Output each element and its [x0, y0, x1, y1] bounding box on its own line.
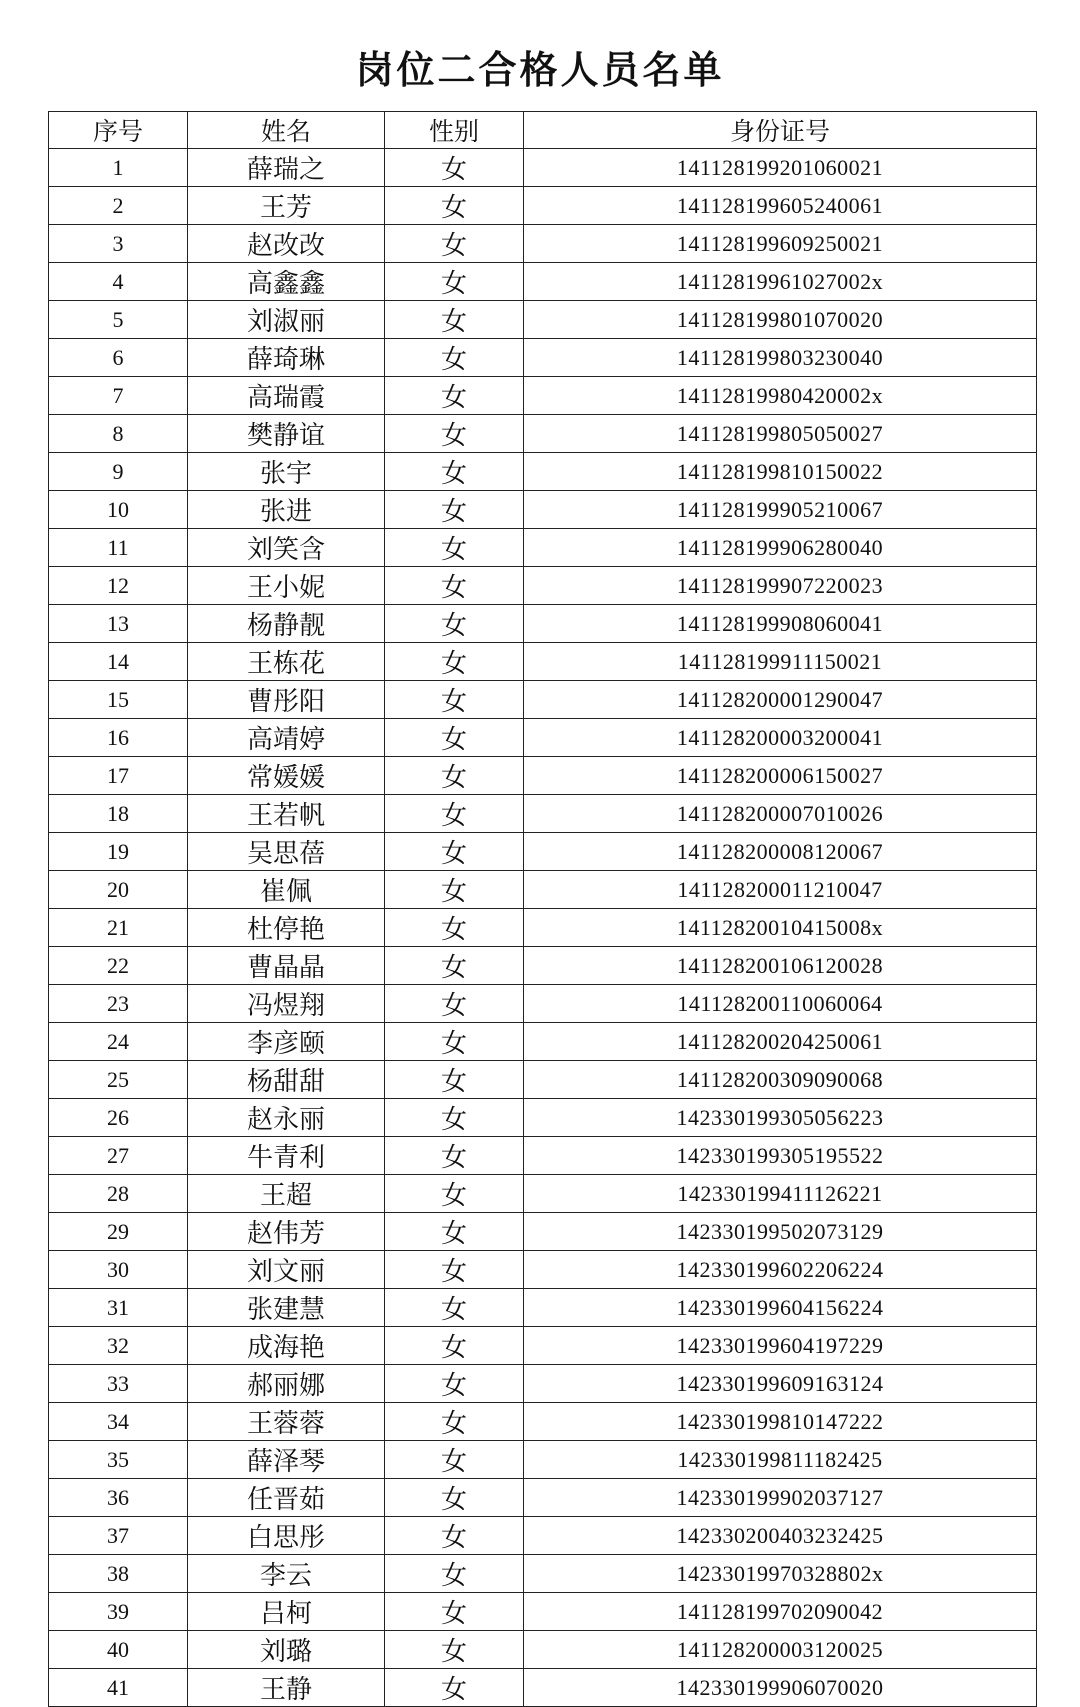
cell-gender: 女 — [385, 871, 524, 909]
cell-name: 王超 — [188, 1175, 385, 1213]
cell-id: 141128199605240061 — [524, 187, 1037, 225]
cell-gender: 女 — [385, 605, 524, 643]
cell-no: 14 — [49, 643, 188, 681]
roster-table — [48, 111, 1037, 1707]
cell-no: 17 — [49, 757, 188, 795]
table-row — [49, 1137, 1037, 1175]
cell-name: 冯煜翔 — [188, 985, 385, 1023]
cell-gender: 女 — [385, 377, 524, 415]
cell-id: 141128200011210047 — [524, 871, 1037, 909]
cell-gender: 女 — [385, 1289, 524, 1327]
table-row — [49, 1365, 1037, 1403]
table-row — [49, 415, 1037, 453]
cell-no: 27 — [49, 1137, 188, 1175]
cell-name: 杨甜甜 — [188, 1061, 385, 1099]
cell-gender: 女 — [385, 719, 524, 757]
table-row — [49, 1099, 1037, 1137]
cell-id: 141128199907220023 — [524, 567, 1037, 605]
roster-body — [49, 149, 1037, 1707]
cell-name: 牛青利 — [188, 1137, 385, 1175]
table-row — [49, 1023, 1037, 1061]
cell-id: 142330199811182425 — [524, 1441, 1037, 1479]
cell-name: 刘笑含 — [188, 529, 385, 567]
cell-gender: 女 — [385, 529, 524, 567]
cell-id: 14112819961027002x — [524, 263, 1037, 301]
table-row — [49, 1479, 1037, 1517]
cell-no: 19 — [49, 833, 188, 871]
table-row — [49, 1061, 1037, 1099]
cell-no: 33 — [49, 1365, 188, 1403]
cell-gender: 女 — [385, 643, 524, 681]
table-row — [49, 643, 1037, 681]
cell-name: 赵永丽 — [188, 1099, 385, 1137]
cell-no: 39 — [49, 1593, 188, 1631]
table-row — [49, 719, 1037, 757]
cell-name: 王栋花 — [188, 643, 385, 681]
cell-gender: 女 — [385, 567, 524, 605]
cell-id: 142330199810147222 — [524, 1403, 1037, 1441]
cell-gender: 女 — [385, 187, 524, 225]
cell-id: 142330199502073129 — [524, 1213, 1037, 1251]
table-row — [49, 985, 1037, 1023]
cell-name: 王芳 — [188, 187, 385, 225]
cell-no: 16 — [49, 719, 188, 757]
cell-name: 李彦颐 — [188, 1023, 385, 1061]
cell-gender: 女 — [385, 1631, 524, 1669]
cell-name: 李云 — [188, 1555, 385, 1593]
table-row — [49, 757, 1037, 795]
cell-name: 赵改改 — [188, 225, 385, 263]
cell-name: 王小妮 — [188, 567, 385, 605]
cell-id: 142330199609163124 — [524, 1365, 1037, 1403]
cell-id: 141128199905210067 — [524, 491, 1037, 529]
cell-id: 141128200007010026 — [524, 795, 1037, 833]
column-header-no: 序号 — [49, 112, 188, 149]
table-row — [49, 1403, 1037, 1441]
cell-no: 6 — [49, 339, 188, 377]
cell-no: 30 — [49, 1251, 188, 1289]
cell-no: 15 — [49, 681, 188, 719]
cell-name: 白思彤 — [188, 1517, 385, 1555]
cell-gender: 女 — [385, 1251, 524, 1289]
cell-no: 40 — [49, 1631, 188, 1669]
table-row — [49, 1327, 1037, 1365]
page-title: 岗位二合格人员名单 — [355, 48, 725, 92]
column-header-id: 身份证号 — [524, 112, 1037, 149]
cell-name: 高靖婷 — [188, 719, 385, 757]
cell-no: 21 — [49, 909, 188, 947]
cell-id: 142330199906070020 — [524, 1669, 1037, 1707]
cell-id: 141128200003120025 — [524, 1631, 1037, 1669]
cell-id: 14112820010415008x — [524, 909, 1037, 947]
cell-id: 141128200006150027 — [524, 757, 1037, 795]
cell-no: 20 — [49, 871, 188, 909]
cell-no: 22 — [49, 947, 188, 985]
cell-id: 142330200403232425 — [524, 1517, 1037, 1555]
cell-gender: 女 — [385, 1137, 524, 1175]
cell-name: 薛泽琴 — [188, 1441, 385, 1479]
cell-no: 11 — [49, 529, 188, 567]
cell-no: 38 — [49, 1555, 188, 1593]
cell-id: 141128199702090042 — [524, 1593, 1037, 1631]
cell-id: 141128199609250021 — [524, 225, 1037, 263]
cell-no: 5 — [49, 301, 188, 339]
cell-gender: 女 — [385, 1479, 524, 1517]
cell-gender: 女 — [385, 1327, 524, 1365]
table-row — [49, 1517, 1037, 1555]
cell-gender: 女 — [385, 225, 524, 263]
cell-id: 141128200204250061 — [524, 1023, 1037, 1061]
table-row — [49, 491, 1037, 529]
table-row — [49, 833, 1037, 871]
table-row — [49, 263, 1037, 301]
cell-id: 142330199411126221 — [524, 1175, 1037, 1213]
cell-name: 张进 — [188, 491, 385, 529]
cell-gender: 女 — [385, 1175, 524, 1213]
cell-gender: 女 — [385, 1023, 524, 1061]
cell-name: 曹晶晶 — [188, 947, 385, 985]
cell-no: 2 — [49, 187, 188, 225]
cell-name: 高鑫鑫 — [188, 263, 385, 301]
cell-name: 杨静靓 — [188, 605, 385, 643]
cell-no: 10 — [49, 491, 188, 529]
cell-gender: 女 — [385, 453, 524, 491]
cell-no: 41 — [49, 1669, 188, 1707]
cell-no: 28 — [49, 1175, 188, 1213]
cell-id: 14233019970328802x — [524, 1555, 1037, 1593]
cell-gender: 女 — [385, 1593, 524, 1631]
cell-gender: 女 — [385, 1213, 524, 1251]
cell-no: 36 — [49, 1479, 188, 1517]
cell-no: 25 — [49, 1061, 188, 1099]
table-row — [49, 605, 1037, 643]
cell-gender: 女 — [385, 909, 524, 947]
cell-name: 樊静谊 — [188, 415, 385, 453]
cell-name: 成海艳 — [188, 1327, 385, 1365]
cell-gender: 女 — [385, 1669, 524, 1707]
table-row — [49, 567, 1037, 605]
cell-name: 王蓉蓉 — [188, 1403, 385, 1441]
cell-name: 吴思蓓 — [188, 833, 385, 871]
table-row — [49, 1631, 1037, 1669]
cell-gender: 女 — [385, 1517, 524, 1555]
cell-no: 13 — [49, 605, 188, 643]
table-header-row — [49, 112, 1037, 149]
cell-gender: 女 — [385, 1403, 524, 1441]
cell-name: 刘璐 — [188, 1631, 385, 1669]
column-header-name: 姓名 — [188, 112, 385, 149]
cell-name: 王静 — [188, 1669, 385, 1707]
cell-name: 常媛媛 — [188, 757, 385, 795]
cell-id: 142330199602206224 — [524, 1251, 1037, 1289]
table-row — [49, 301, 1037, 339]
table-row — [49, 909, 1037, 947]
cell-id: 142330199604156224 — [524, 1289, 1037, 1327]
table-row — [49, 1213, 1037, 1251]
cell-gender: 女 — [385, 947, 524, 985]
cell-id: 141128200110060064 — [524, 985, 1037, 1023]
cell-id: 141128199908060041 — [524, 605, 1037, 643]
cell-name: 杜停艳 — [188, 909, 385, 947]
cell-no: 4 — [49, 263, 188, 301]
table-row — [49, 529, 1037, 567]
cell-name: 郝丽娜 — [188, 1365, 385, 1403]
cell-id: 141128200001290047 — [524, 681, 1037, 719]
cell-gender: 女 — [385, 1061, 524, 1099]
cell-no: 23 — [49, 985, 188, 1023]
cell-gender: 女 — [385, 301, 524, 339]
table-row — [49, 149, 1037, 187]
cell-no: 37 — [49, 1517, 188, 1555]
cell-gender: 女 — [385, 757, 524, 795]
column-header-gender: 性别 — [385, 112, 524, 149]
cell-id: 141128199801070020 — [524, 301, 1037, 339]
cell-no: 29 — [49, 1213, 188, 1251]
cell-name: 王若帆 — [188, 795, 385, 833]
cell-no: 31 — [49, 1289, 188, 1327]
table-row — [49, 1175, 1037, 1213]
cell-gender: 女 — [385, 1365, 524, 1403]
cell-name: 吕柯 — [188, 1593, 385, 1631]
cell-gender: 女 — [385, 681, 524, 719]
cell-id: 142330199604197229 — [524, 1327, 1037, 1365]
cell-name: 张宇 — [188, 453, 385, 491]
table-row — [49, 681, 1037, 719]
cell-name: 高瑞霞 — [188, 377, 385, 415]
table-row — [49, 1593, 1037, 1631]
cell-name: 赵伟芳 — [188, 1213, 385, 1251]
cell-id: 142330199305056223 — [524, 1099, 1037, 1137]
cell-name: 曹彤阳 — [188, 681, 385, 719]
cell-id: 142330199902037127 — [524, 1479, 1037, 1517]
cell-id: 141128199906280040 — [524, 529, 1037, 567]
cell-id: 141128200309090068 — [524, 1061, 1037, 1099]
cell-id: 141128200106120028 — [524, 947, 1037, 985]
cell-gender: 女 — [385, 1555, 524, 1593]
table-row — [49, 1289, 1037, 1327]
cell-id: 141128199803230040 — [524, 339, 1037, 377]
cell-id: 142330199305195522 — [524, 1137, 1037, 1175]
cell-id: 141128200008120067 — [524, 833, 1037, 871]
cell-id: 141128199911150021 — [524, 643, 1037, 681]
cell-name: 任晋茹 — [188, 1479, 385, 1517]
table-row — [49, 225, 1037, 263]
cell-name: 刘文丽 — [188, 1251, 385, 1289]
table-row — [49, 187, 1037, 225]
cell-gender: 女 — [385, 149, 524, 187]
table-row — [49, 947, 1037, 985]
cell-no: 32 — [49, 1327, 188, 1365]
cell-no: 7 — [49, 377, 188, 415]
cell-gender: 女 — [385, 795, 524, 833]
cell-no: 24 — [49, 1023, 188, 1061]
cell-gender: 女 — [385, 415, 524, 453]
cell-no: 12 — [49, 567, 188, 605]
cell-id: 141128200003200041 — [524, 719, 1037, 757]
table-row — [49, 377, 1037, 415]
cell-id: 141128199201060021 — [524, 149, 1037, 187]
cell-gender: 女 — [385, 491, 524, 529]
cell-gender: 女 — [385, 985, 524, 1023]
table-row — [49, 339, 1037, 377]
cell-gender: 女 — [385, 263, 524, 301]
cell-name: 薛琦琳 — [188, 339, 385, 377]
cell-id: 14112819980420002x — [524, 377, 1037, 415]
cell-id: 141128199805050027 — [524, 415, 1037, 453]
cell-no: 26 — [49, 1099, 188, 1137]
cell-name: 崔佩 — [188, 871, 385, 909]
cell-gender: 女 — [385, 1099, 524, 1137]
table-row — [49, 1669, 1037, 1707]
cell-gender: 女 — [385, 339, 524, 377]
cell-name: 张建慧 — [188, 1289, 385, 1327]
cell-no: 3 — [49, 225, 188, 263]
cell-no: 8 — [49, 415, 188, 453]
cell-name: 刘淑丽 — [188, 301, 385, 339]
table-row — [49, 1555, 1037, 1593]
cell-no: 1 — [49, 149, 188, 187]
cell-gender: 女 — [385, 833, 524, 871]
table-row — [49, 1441, 1037, 1479]
table-row — [49, 453, 1037, 491]
table-row — [49, 1251, 1037, 1289]
cell-id: 141128199810150022 — [524, 453, 1037, 491]
cell-no: 9 — [49, 453, 188, 491]
cell-no: 35 — [49, 1441, 188, 1479]
cell-no: 18 — [49, 795, 188, 833]
cell-gender: 女 — [385, 1441, 524, 1479]
cell-name: 薛瑞之 — [188, 149, 385, 187]
table-row — [49, 795, 1037, 833]
table-row — [49, 871, 1037, 909]
cell-no: 34 — [49, 1403, 188, 1441]
